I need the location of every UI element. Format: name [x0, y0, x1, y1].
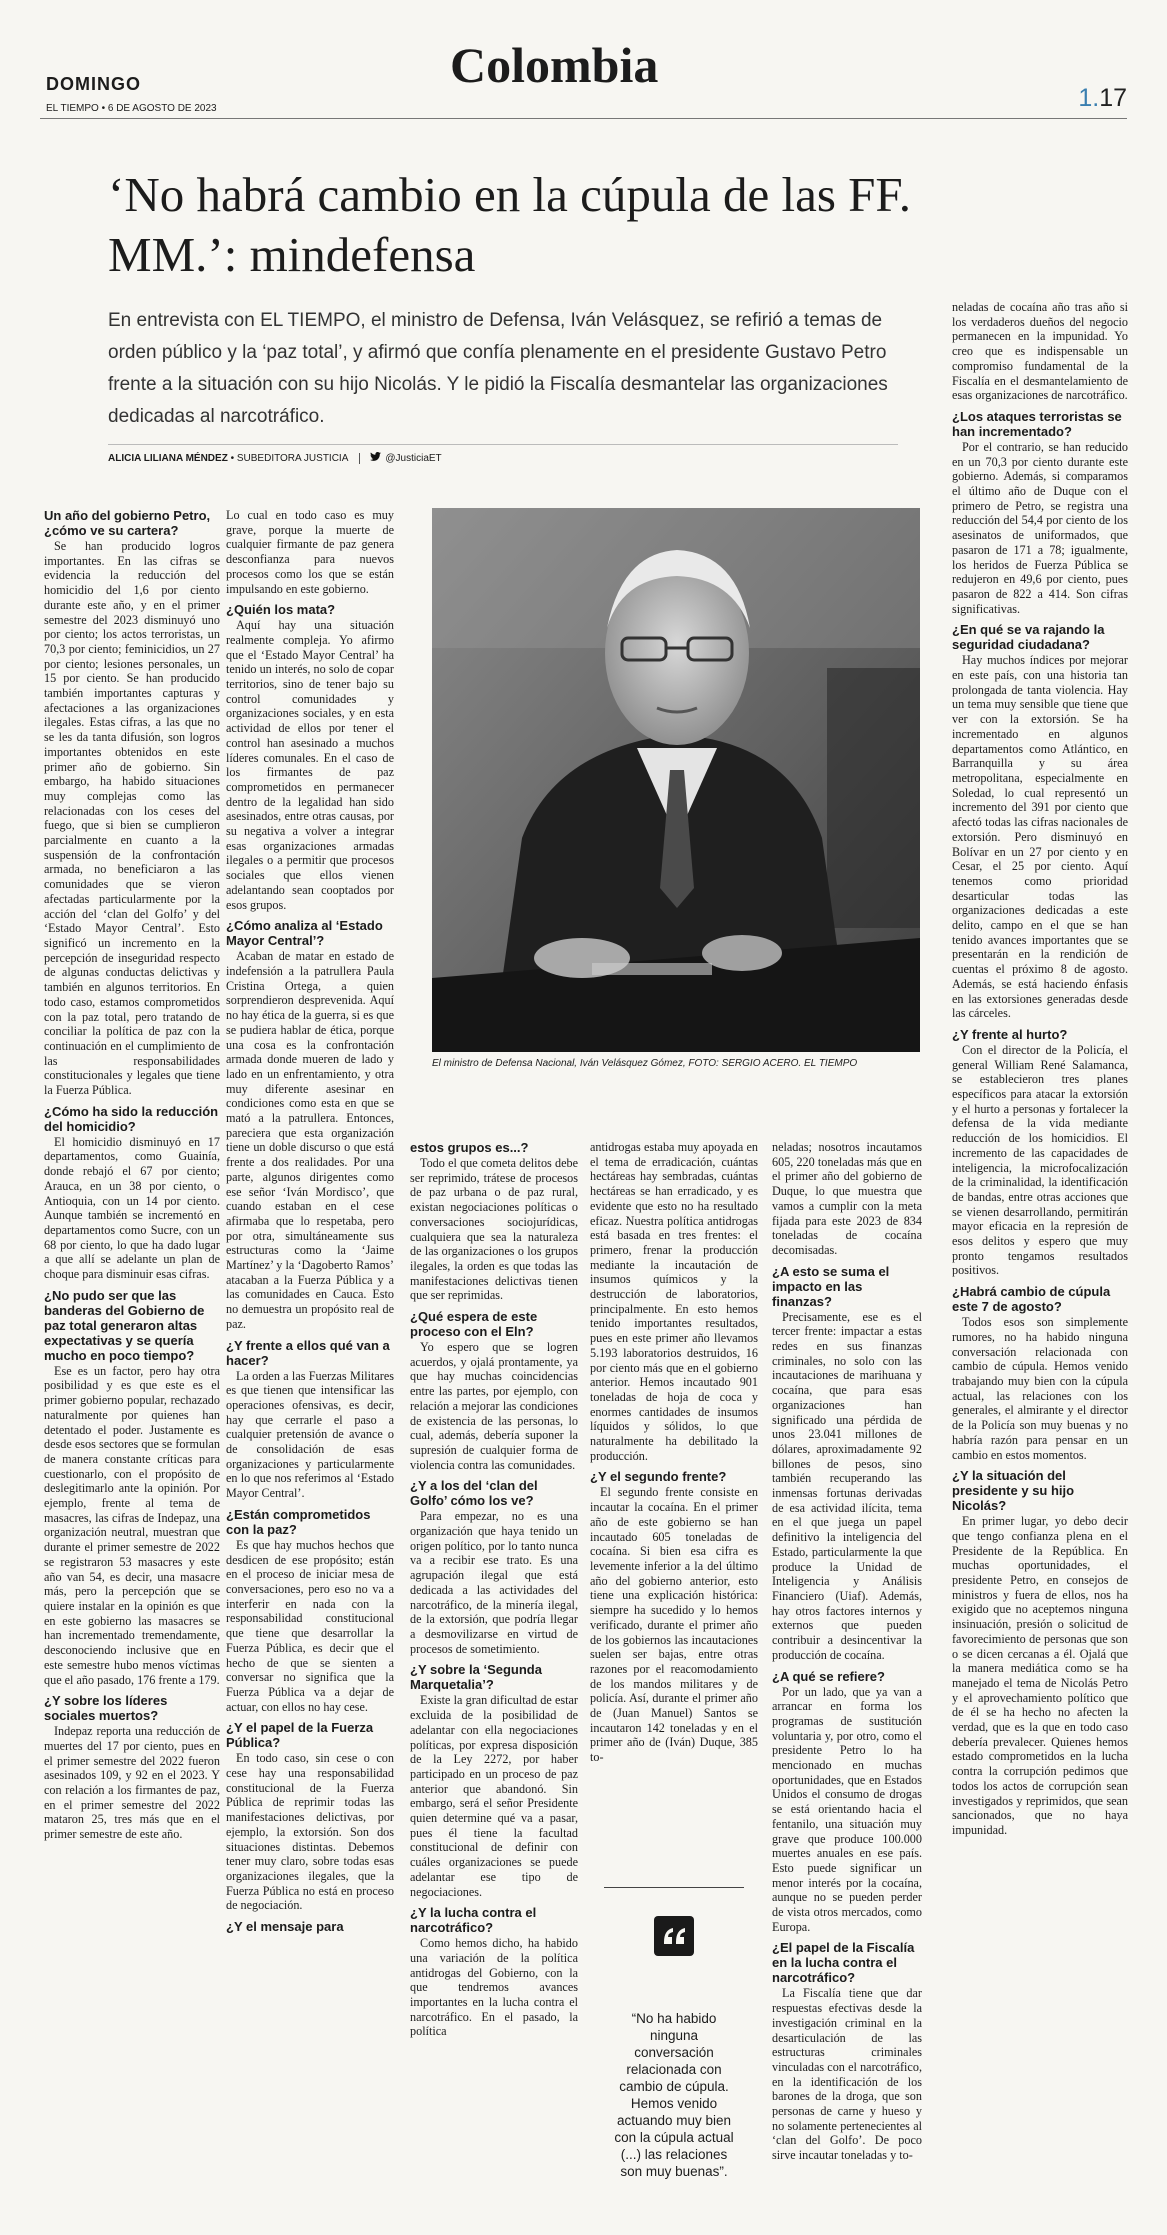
question: ¿No pudo ser que las banderas del Gobierno de paz total generaron altas expectativas y se quería mucho en poco tiempo?	[44, 1287, 205, 1363]
question: ¿Están comprometidos con la paz?	[226, 1506, 371, 1537]
question: ¿Y el mensaje para	[226, 1919, 344, 1935]
question: ¿Y el papel de la Fuerza Pública?	[226, 1720, 374, 1751]
byline-rule	[108, 444, 898, 445]
answer: Todo el que cometa delitos debe ser reprimido, trátese de procesos de paz urbana o de paz rural, existan negociaciones políticas o conversaciones sociojurídicas, cualquiera que sea la naturaleza de las organizaciones o los grupos ilegales, la orden es que todas las manifestaciones delictivas tienen que ser reprimidas.	[410, 1156, 578, 1303]
column-5	[772, 1140, 922, 2163]
question: ¿Y a los del ‘clan del Golfo’ cómo los ve?	[410, 1478, 538, 1509]
answer: Hay muchos índices por mejorar en este país, con una historia tan prolongada de tanta violencia. Hay un tema muy sensible que tiene que ver con la extorsión. Se ha incrementado en algunos departamentos como Atlántico, en Barranquilla y su área metropolitana, especialmente en Soledad, lo cual representó un incremento del 391 por ciento que afectó todas las cifras nacionales de extorsión. Pero disminuyó en Bolívar en un 27 por ciento y en Cesar, el 25 por ciento. Aquí tenemos como prioridad desarticular todas las organizaciones dedicadas a este delito, campo en el que se han tenido avances importantes que se presentarán en la rendición de cuentas el próximo 8 de agosto. Además, se está haciendo énfasis en las extorsiones generadas desde las cárceles.	[952, 653, 1128, 1021]
answer: En primer lugar, yo debo decir que tengo confianza plena en el Presidente de la República. En muchas oportunidades, el presidente Petro, en consejos de ministros y fuera de ellos, nos ha exigido que no aceptemos ninguna insinuación, presión o solicitud de favorecimiento de personas que son o se dicen cercanas a él. Ojalá que la manera mediática como se ha manejado el tema de Nicolás Petro y el aprovechamiento político que de él se ha hecho no afecten la verdad, que es la que en todo caso debería prevalecer. Quienes hemos estado comprometidos en la lucha contra la corrupción pedimos que todos los actos de corrupción sean investigados y reprimidos, que sean sancionados, que no haya impunidad.	[952, 1514, 1128, 1837]
photo-caption: El ministro de Defensa Nacional, Iván Velásquez Gómez, FOTO: SERGIO ACERO. EL TIEMPO	[432, 1058, 858, 1069]
answer: antidrogas estaba muy apoyada en el tema de erradicación, cuántas hectáreas hay sembradas, cuántas hectáreas se han erradicado, y es evidente que esto no ha resultado eficaz. Nuestra política antidrogas está basada en tres frentes: el primero, frenar la producción mediante la incautación de insumos químicos y la destrucción de laboratorios, principalmente. En esto hemos tenido importantes resultados, pues en este primer año llevamos 5.193 laboratorios destruidos, 16 por ciento más que en el gobierno anterior. Hemos incautado 901 toneladas de hoja de coca y enormes cantidades de insumos líquidos y sólidos, lo que naturalmente ha debilitado la producción.	[590, 1140, 758, 1463]
answer: En todo caso, sin cese o con cese hay una responsabilidad constitucional de la Fuerza Pública de reprimir todas las manifestaciones delictivas, por ejemplo, la extorsión. Son dos situaciones distintas. Debemos tener muy claro, sobre todas esas organizaciones ilegales, que la Fuerza Pública no está en proceso de negociación.	[226, 1751, 394, 1913]
question: ¿A esto se suma el impacto en las finanzas?	[772, 1263, 890, 1309]
answer: El homicidio disminuyó en 17 departamentos, como Guainía, donde rebajó el 67 por ciento; Arauca, en un 38 por ciento, o Antioquia, con un 14 por ciento. Aunque también se incrementó en departamentos como Sucre, con un 68 por ciento, lo que ha dado lugar a que allí se adelante un plan de choque para disminuir esas cifras.	[44, 1134, 220, 1282]
answer: Es que hay muchos hechos que desdicen de ese propósito; están en el proceso de iniciar mesa de conversaciones, pero eso no va a interferir en nada con la responsabilidad constitucional que tiene que desarrollar la Fuerza Pública, es decir que el hecho de que se sienten a conversar no significa que la Fuerza Pública va a dejar de actuar, con ellos no hay cese.	[226, 1537, 394, 1714]
question: ¿Cómo ha sido la reducción del homicidio?	[44, 1103, 219, 1134]
question: ¿Y sobre los líderes sociales muertos?	[44, 1693, 168, 1724]
column-1	[44, 508, 220, 1842]
question: ¿Qué espera de este proceso con el Eln?	[410, 1309, 538, 1340]
answer: Indepaz reporta una reducción de muertes del 17 por ciento, pues en el primer semestre del 2022 fueron asesinados 109, y 92 en el 2023. Y con relación a los firmantes de paz, en el primer semestre del 2022 mataron 25, tres más que en el primer semestre de este año.	[44, 1724, 220, 1842]
question: ¿Habrá cambio de cúpula este 7 de agosto?	[952, 1284, 1111, 1315]
column-6	[952, 300, 1128, 1838]
question: ¿A qué se refiere?	[772, 1668, 885, 1684]
answer: Para empezar, no es una organización que haya tenido un origen político, por lo tanto nunca va a recibir ese trato. Es una agrupación ilegal que está dedicada a las actividades del narcotráfico, de la minería ilegal, de la extorsión, que podría llegar a desmovilizarse en virtud de procesos de sometimiento.	[410, 1509, 578, 1656]
answer: neladas de cocaína año tras año si los verdaderos dueños del negocio permanecen en la impunidad. Yo creo que es indispensable un compromiso fundamental de la Fiscalía en el desmantelamiento de esas organizaciones de narcotráfico.	[952, 300, 1128, 403]
answer: Con el director de la Policía, el general William René Salamanca, se establecieron tres planes específicos para atacar la extorsión y el hurto a personas y fortalecer la defensa de la vida mediante reducción de los homicidios. El incremento de las capacidades de inteligencia, la microfocalización de la criminalidad, la identificación de bandas, entre otras acciones que se vienen desarrollando, permitirán mayor eficacia en la represión de esos delitos y espero que muy pronto tengamos resultados positivos.	[952, 1042, 1128, 1278]
question: ¿El papel de la Fiscalía en la lucha contra el narcotráfico?	[772, 1940, 915, 1986]
page-prefix: 1.	[1078, 84, 1100, 112]
column-2	[226, 508, 394, 1935]
answer: neladas; nosotros incautamos 605, 220 toneladas más que en el primer año del gobierno de Duque, lo que muestra que vamos a cumplir con la meta fijada para este 2023 de 834 toneladas de cocaína decomisadas.	[772, 1140, 922, 1257]
question: ¿Cómo analiza al ‘Estado Mayor Central’?	[226, 918, 383, 949]
answer: Yo espero que se logren acuerdos, y ojalá prontamente, ya que hay muchas coincidencias entre las partes, por ejemplo, con relación a mejorar las condiciones de existencia de las personas, lo cual, además, debería suponer la supresión de cualquier forma de violencia contra las comunidades.	[410, 1340, 578, 1472]
question: estos grupos es...?	[410, 1140, 529, 1155]
headline: ‘No habrá cambio en la cúpula de las FF. MM.’: mindefensa	[108, 167, 911, 282]
answer: Ese es un factor, pero hay otra posibilidad y es que este es el primer gobierno popular, rechazado naturalmente por quienes han detentado el poder. Justamente es desde esos sectores que se formulan de manera constante críticas para cuestionarlo, con el propósito de deslegitimarlo ante la opinión. Por ejemplo, frente al tema de masacres, las cifras de Indepaz, una organización neutral, muestran que durante el primer semestre de 2022 se registraron 53 masacres y este año van 54, es decir, una masacre más, pero la percepción que se quiere instalar en la opinión es que en este gobierno las masacres se han incrementado tremendamente, desconociendo inclusive que en este semestre hubo menos víctimas que el año pasado, 176 frente a 179.	[44, 1363, 220, 1687]
section-title: Colombia	[450, 37, 659, 93]
question: ¿Y el segundo frente?	[590, 1469, 727, 1485]
answer: Por el contrario, se han reducido en un 70,3 por ciento durante este gobierno. Además, si comparamos el último año de Duque con el primero de Petro, se registra una reducción del 54,4 por ciento de los asesinatos de uniformados, que pasaron de 171 a 78; igualmente, los heridos de Fuerza Pública se redujeron en 49,6 por ciento, pues pasaron de 822 a 414. Son cifras significativas.	[952, 439, 1128, 616]
answer: Precisamente, ese es el tercer frente: impactar a estas redes en sus finanzas criminales, no solo con las incautaciones de marihuana y cocaína, que para esas organizaciones han significado una pérdida de unos 23.041 millones de dólares, aproximadamente 92 billones de pesos, sino también recuperando las inmensas fortunas derivadas de esa actividad ilícita, tema en el que juega un papel definitivo la inteligencia del Estado, particularmente la que produce la Unidad de Inteligencia y Análisis Financiero (Uiaf). Además, hay otros factores internos y externos que pueden contribuir a desincentivar la producción de cocaína.	[772, 1309, 922, 1662]
answer: Acaban de matar en estado de indefensión a la patrullera Paula Cristina Ortega, a quien sorprendieron desprevenida. Aquí no hay ética de la guerra, si es que se pudiera hablar de ética, porque una cosa es la confrontación armada donde mueren de lado y lado en un enfrentamiento, y otra muy diferente asesinar en condiciones como esta en que se mató a la patrullera. Entonces, pareciera que esta organización tiene un doble discurso o que está frente a dos realidades. Por una parte, algunos dirigentes como ese señor ‘Iván Mordisco’, que cuando estaban en el cese afirmaba que lo respetaba, pero por otra, simultáneamente sus estructuras como la ‘Jaime Martínez’ y la ‘Dagoberto Ramos’ atacaban a la Fuerza Pública y a las comunidades en Cauca. Esto no demuestra un propósito real de paz.	[226, 949, 394, 1331]
edition-day: DOMINGO	[46, 74, 141, 94]
byline-handle: @JusticiaET	[385, 453, 442, 464]
byline	[108, 452, 442, 464]
answer: Aquí hay una situación realmente compleja. Yo afirmo que el ‘Estado Mayor Central’ ha tenido un interés, no solo de copar territorios, sino de tener bajo su control comunidades y organizaciones sociales, y en esta actividad de ellos por tener el control han asesinado a muchos líderes comunales. En el caso de los firmantes de paz comprometidos en permanecer dentro de la legalidad han sido asesinados, entre otras causas, por su negativa a volver a integrar esas organizaciones armadas ilegales o a permitir que procesos sociales que ellos vienen adelantando sean cooptados por esos grupos.	[226, 618, 394, 912]
question: ¿Y frente al hurto?	[952, 1026, 1068, 1042]
page-digits: 17	[1099, 84, 1127, 112]
column-4	[590, 1140, 758, 1765]
pull-quote-box	[604, 1887, 744, 2235]
question: ¿Los ataques terroristas se han incrementado?	[952, 408, 1122, 439]
question: ¿Y la situación del presidente y su hijo Nicolás?	[952, 1468, 1075, 1514]
byline-role: • SUBEDITORA JUSTICIA	[227, 453, 348, 464]
answer: El segundo frente consiste en incautar la cocaína. En el primer año de este gobierno se han incautado 605 toneladas de cocaína. Si bien esa cifra es levemente inferior a la del último año del gobierno anterior, esto tiene una explicación histórica: siempre ha sucedido y lo hemos verificado, durante el primer año de los gobiernos las incautaciones suelen ser bajas, entre otras razones por el reacomodamiento de los mandos militares y de policía. Así, durante el primer año de (Juan Manuel) Santos se incautaron 142 toneladas y en el primer año de (Iván) Duque, 385 to-	[590, 1485, 758, 1765]
answer: Existe la gran dificultad de estar excluida de la posibilidad de adelantar con ella negociaciones políticas, por expresa disposición de la Ley 2272, por haber participado en un proceso de paz anterior que abandonó. Sin embargo, será el señor Presidente quien determine qué va a pasar, pues él tiene la facultad constitucional de definir con cuáles organizaciones se puede adelantar ese tipo de negociaciones.	[410, 1693, 578, 1899]
answer: Todos esos son simplemente rumores, no ha habido ninguna conversación relacionada con cambio de cúpula. Hemos venido trabajando muy bien con la cúpula actual, las relaciones con los generales, el almirante y el director de la Policía son muy buenas y no habría razón para pensar en un cambio en estos momentos.	[952, 1315, 1128, 1462]
deck: En entrevista con EL TIEMPO, el ministro de Defensa, Iván Velásquez, se refirió a temas de orden público y la ‘paz total’, y afirmó que confía plenamente en el presidente Gustavo Petro frente a la situación con su hijo Nicolás. Y le pidió la Fiscalía desmantelar las organizaciones dedicadas al narcotráfico.	[108, 310, 888, 427]
question: ¿En qué se va rajando la seguridad ciudadana?	[952, 622, 1105, 653]
quote-mark-icon	[654, 1916, 694, 1956]
answer: Como hemos dicho, ha habido una variación de la política antidrogas del Gobierno, con la que tendremos avances importantes en la lucha contra el narcotráfico. En el pasado, la política	[410, 1936, 578, 2039]
answer: Por un lado, que ya van a arrancar en forma los programas de sustitución voluntaria y, por otro, como el presidente Petro lo ha mencionado en muchas oportunidades, que en Estados Unidos el consumo de drogas se está orientando hacia el fentanilo, una situación muy grave que produce 100.000 muertes anuales en ese país. Esto puede significar un menor interés por la cocaína, aunque no se pueden perder de vista otros mercados, como Europa.	[772, 1684, 922, 1934]
twitter-icon	[370, 452, 381, 461]
dateline: EL TIEMPO • 6 DE AGOSTO DE 2023	[46, 103, 217, 114]
answer: La orden a las Fuerzas Militares es que tienen que intensificar las operaciones ofensivas, es decir, hay que cerrarle el paso a cualquier pretensión de avance o de consolidación de esas organizaciones y particularmente en lo que nos referimos al ‘Estado Mayor Central’.	[226, 1368, 394, 1501]
question: ¿Y frente a ellos qué van a hacer?	[226, 1337, 390, 1368]
question: Un año del gobierno Petro, ¿cómo ve su cartera?	[44, 508, 211, 538]
answer: Lo cual en todo caso es muy grave, porque la muerte de cualquier firmante de paz genera desconfianza para nuevos procesos como los que se están impulsando en este gobierno.	[226, 508, 394, 596]
column-3	[410, 1140, 578, 2039]
question: ¿Quién los mata?	[226, 602, 336, 618]
header-rule	[40, 118, 1127, 119]
answer: La Fiscalía tiene que dar respuestas efectivas desde la investigación criminal en la desarticulación de las estructuras criminales vinculadas con el narcotráfico, en la identificación de los barones de la droga, que son personas de carne y hueso y no solamente pertenecientes al ‘clan del Golfo’. De poco sirve incautar toneladas y to-	[772, 1986, 922, 2163]
page-number	[1078, 84, 1127, 113]
byline-author: ALICIA LILIANA MÉNDEZ	[108, 453, 228, 464]
question: ¿Y la lucha contra el narcotráfico?	[410, 1905, 537, 1936]
pull-quote-text: “No ha habido ninguna conversación relacionada con cambio de cúpula. Hemos venido actuando muy bien con la cúpula actual (...) las relaciones son muy buenas”.	[614, 2011, 734, 2179]
answer: Se han producido logros importantes. En las cifras se evidencia la reducción del homicidio del 1,6 por ciento durante este año, y en el primer semestre del 2023 disminuyó uno por ciento; los actos terroristas, un 70,3 por ciento; feminicidios, un 27 por ciento; lesiones personales, un 15 por ciento. Se han producido también importantes capturas y afectaciones a las organizaciones ilegales. Estas cifras, a las que no se les da tanta difusión, son logros importantes obtenidos en este primer año de gobierno. Sin embargo, ha habido situaciones muy complejas como las relacionadas con los ceses del fuego, que si bien se cumplieron parcialmente en cuanto a la suspensión de la confrontación armada, no beneficiaron a las comunidades que se vieron afectadas particularmente por la acción del ‘clan del Golfo’ y del ‘Estado Mayor Central’. Esto significó un incremento en la percepción de inseguridad respecto de algunas conductas delictivas y también en algunos territorios. En todo caso, estamos comprometidos con la paz total, pero tratando de conciliar la política de paz con la continuación en el cumplimiento de las responsabilidades constitucionales y legales que tiene la Fuerza Pública.	[44, 539, 220, 1098]
question: ¿Y sobre la ‘Segunda Marquetalia’?	[410, 1662, 542, 1693]
minister-photo	[432, 508, 920, 1052]
